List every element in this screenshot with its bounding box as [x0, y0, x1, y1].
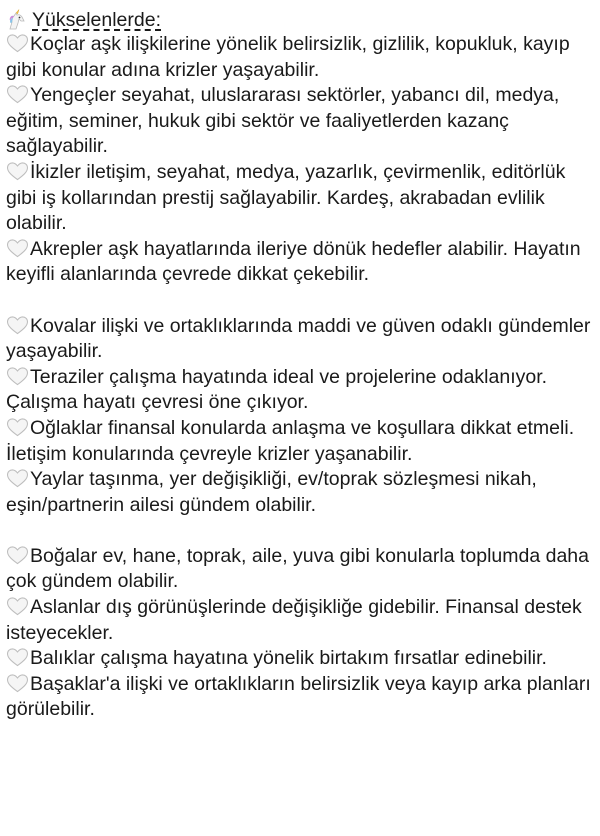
- horoscope-entry: [6, 237, 596, 288]
- white-heart-icon: [6, 648, 29, 667]
- group-spacer: [6, 518, 596, 544]
- horoscope-entry: [6, 544, 596, 595]
- horoscope-entry: [6, 467, 596, 518]
- white-heart-icon: [6, 597, 29, 616]
- entry-text: Yaylar taşınma, yer değişikliği, ev/toprak sözleşmesi nikah, eşin/partnerin ailesi gündem olabilir.: [6, 468, 537, 516]
- entry-group: [6, 544, 596, 723]
- group-spacer: [6, 288, 596, 314]
- entry-text: Akrepler aşk hayatlarında ileriye dönük hedefler alabilir. Hayatın keyifli alanlarında çevrede dikkat çekebilir.: [6, 237, 581, 286]
- entry-text: Boğalar ev, hane, toprak, aile, yuva gibi konularla toplumda daha çok gündem olabilir.: [6, 544, 589, 593]
- entry-group: [6, 32, 596, 288]
- white-heart-icon: [6, 162, 29, 181]
- horoscope-entry: [6, 595, 596, 646]
- white-heart-icon: [6, 34, 29, 53]
- entry-text: Koçlar aşk ilişkilerine yönelik belirsizlik, gizlilik, kopukluk, kayıp gibi konular adına krizler yaşayabilir.: [6, 33, 570, 81]
- white-heart-icon: [6, 316, 29, 335]
- white-heart-icon: [6, 367, 29, 386]
- horoscope-entry: [6, 160, 596, 237]
- horoscope-entry: [6, 672, 596, 723]
- entry-text: Teraziler çalışma hayatında ideal ve projelerine odaklanıyor. Çalışma hayatı çevresi öne çıkıyor.: [6, 365, 548, 414]
- entry-text: Kovalar ilişki ve ortaklıklarında maddi ve güven odaklı gündemler yaşayabilir.: [6, 314, 591, 363]
- horoscope-entry: [6, 32, 596, 83]
- horoscope-entry: [6, 365, 596, 416]
- post-header: [6, 8, 596, 32]
- horoscope-entry: [6, 83, 596, 160]
- horoscope-entry: [6, 314, 596, 365]
- entry-groups: [6, 32, 596, 723]
- white-heart-icon: [6, 546, 29, 565]
- entry-text: Oğlaklar finansal konularda anlaşma ve koşullara dikkat etmeli. İletişim konularında çevreyle krizler yaşanabilir.: [6, 416, 575, 465]
- horoscope-post: [6, 8, 596, 723]
- horoscope-entry: [6, 646, 596, 672]
- white-heart-icon: [6, 469, 29, 488]
- white-heart-icon: [6, 674, 29, 693]
- entry-text: İkizler iletişim, seyahat, medya, yazarlık, çevirmenlik, editörlük gibi iş kollarından prestij sağlayabilir. Kardeş, akrabadan evlilik olabilir.: [6, 160, 566, 235]
- white-heart-icon: [6, 418, 29, 437]
- white-heart-icon: [6, 239, 29, 258]
- entry-text: Yengeçler seyahat, uluslararası sektörler, yabancı dil, medya, eğitim, seminer, hukuk gibi sektör ve faaliyetlerden kazanç sağlayabilir.: [6, 84, 560, 158]
- unicorn-icon: [6, 9, 28, 31]
- entry-text: Başaklar'a ilişki ve ortaklıkların belirsizlik veya kayıp arka planları görülebilir.: [6, 672, 591, 721]
- post-title: Yükselenlerde:: [32, 9, 161, 31]
- entry-text: Balıklar çalışma hayatına yönelik birtakım fırsatlar edinebilir.: [30, 647, 547, 670]
- horoscope-entry: [6, 416, 596, 467]
- white-heart-icon: [6, 85, 29, 104]
- entry-text: Aslanlar dış görünüşlerinde değişikliğe gidebilir. Finansal destek isteyecekler.: [6, 596, 582, 644]
- entry-group: [6, 314, 596, 519]
